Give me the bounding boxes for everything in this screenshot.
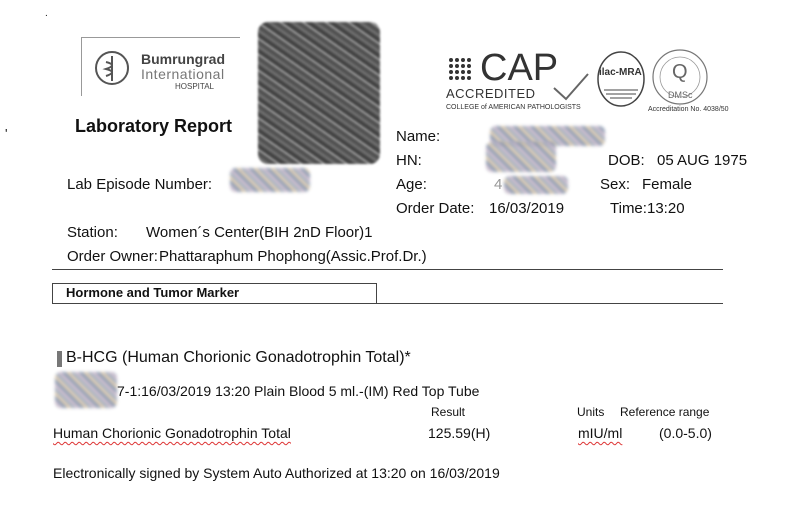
ilac-seal-icon xyxy=(596,50,646,108)
age-value: 4 xyxy=(494,176,503,193)
result-row-units: mIU/ml xyxy=(578,425,623,441)
ilac-text: ilac-MRA xyxy=(599,67,642,78)
order-date-value: 16/03/2019 xyxy=(489,200,565,217)
dob-value: 05 AUG 1975 xyxy=(657,152,748,169)
cap-accredited: ACCREDITED xyxy=(446,86,536,101)
col-result: Result xyxy=(431,405,466,419)
redacted-photo xyxy=(258,22,380,164)
time-label: Time: xyxy=(610,200,647,217)
hn-label: HN: xyxy=(396,152,422,169)
checkmark-icon xyxy=(552,72,590,102)
col-units: Units xyxy=(577,405,605,419)
caduceus-icon xyxy=(94,50,130,86)
section-divider xyxy=(375,303,723,304)
margin-dot: . xyxy=(45,8,48,19)
section-title: Hormone and Tumor Marker xyxy=(66,285,240,300)
dmsc-letter: Q xyxy=(672,61,688,83)
order-date-label: Order Date: xyxy=(396,200,475,217)
specimen-info: 7-1:16/03/2019 13:20 Plain Blood 5 ml.-(IM) Red Top Tube xyxy=(117,383,480,399)
lab-episode-label: Lab Episode Number: xyxy=(67,176,213,193)
sex-label: Sex: xyxy=(600,176,631,193)
header-divider xyxy=(52,269,723,270)
redacted-hn xyxy=(486,142,556,172)
margin-tick: ' xyxy=(5,126,8,141)
order-owner-value: Phattaraphum Phophong(Assic.Prof.Dr.) xyxy=(159,248,427,265)
test-marker xyxy=(57,351,62,367)
redacted-age xyxy=(504,176,568,194)
col-reference: Reference range xyxy=(620,405,710,419)
report-title: Laboratory Report xyxy=(75,116,233,136)
result-row-reference: (0.0-5.0) xyxy=(659,425,712,441)
hospital-logo xyxy=(81,37,240,96)
hospital-name-3: HOSPITAL xyxy=(175,82,214,91)
cap-dots-icon xyxy=(446,55,476,85)
cap-text: CAP xyxy=(480,47,559,89)
test-title: B-HCG (Human Chorionic Gonadotrophin Total)* xyxy=(66,349,411,366)
result-row-name: Human Chorionic Gonadotrophin Total xyxy=(53,425,291,441)
hospital-name-2: International xyxy=(141,66,225,82)
redacted-episode xyxy=(230,168,310,192)
time-value: 13:20 xyxy=(647,200,685,217)
station-value: Women´s Center(BIH 2nD Floor)1 xyxy=(146,224,373,241)
name-label: Name: xyxy=(396,128,441,145)
dmsc-text: DMSc xyxy=(668,90,693,100)
accreditation-number: Accreditation No. 4038/50 xyxy=(648,106,729,113)
redacted-specimen-id xyxy=(55,372,117,408)
age-label: Age: xyxy=(396,176,427,193)
hospital-name-1: Bumrungrad xyxy=(141,51,225,67)
order-owner-label: Order Owner: xyxy=(67,248,158,265)
result-row-value: 125.59(H) xyxy=(428,425,491,441)
signature-line: Electronically signed by System Auto Authorized at 13:20 on 16/03/2019 xyxy=(53,465,500,481)
dob-label: DOB: xyxy=(608,152,645,169)
cap-college: COLLEGE of AMERICAN PATHOLOGISTS xyxy=(446,104,581,111)
section-box xyxy=(52,283,377,304)
station-label: Station: xyxy=(67,224,118,241)
sex-value: Female xyxy=(642,176,693,193)
